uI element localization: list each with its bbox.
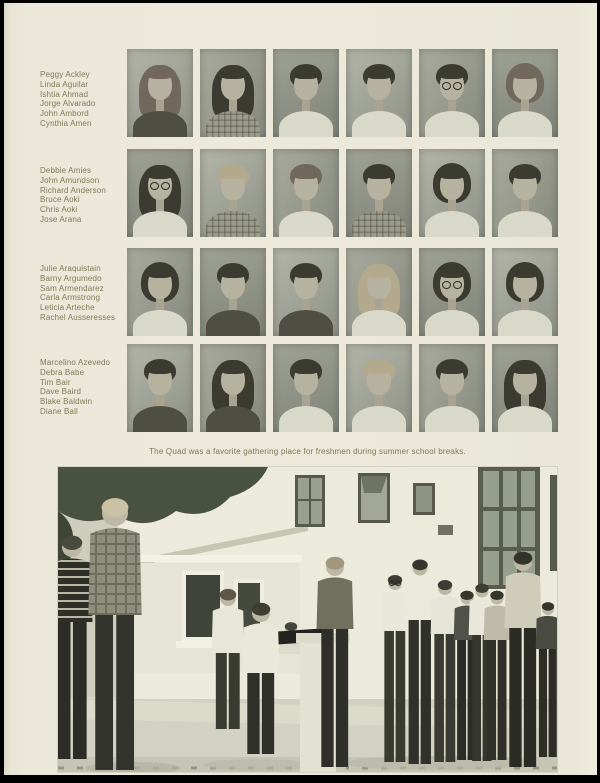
student-portrait <box>127 344 193 432</box>
student-name-list <box>40 264 140 323</box>
shoulders-shape <box>133 310 187 336</box>
shoulders-shape <box>352 406 406 432</box>
student-row <box>4 149 597 237</box>
student-portrait <box>346 344 412 432</box>
student-portrait <box>492 344 558 432</box>
lens-shape <box>150 182 159 190</box>
fringe-shape <box>147 68 173 79</box>
photo-caption: The Quad was a favorite gathering place for freshmen during summer school breaks. <box>149 447 466 456</box>
student-name: Jorge Alvarado <box>40 99 96 109</box>
student-portrait <box>346 248 412 336</box>
fringe-shape <box>439 363 465 374</box>
student-name: Cynthia Amen <box>40 118 92 128</box>
shoulders-shape <box>352 111 406 137</box>
student-portrait <box>346 149 412 237</box>
fringe-shape <box>366 267 392 278</box>
fringe-shape <box>293 168 319 179</box>
shoulders-shape <box>498 310 552 336</box>
student-portrait <box>419 344 485 432</box>
fringe-shape <box>293 363 319 374</box>
fringe-shape <box>293 68 319 79</box>
glasses-icon <box>441 281 463 289</box>
shoulders-shape <box>133 211 187 237</box>
student-portrait <box>492 149 558 237</box>
student-portrait <box>200 149 266 237</box>
student-row <box>4 344 597 432</box>
shoulders-shape <box>352 211 406 237</box>
student-portrait <box>419 149 485 237</box>
shoulders-shape <box>206 111 260 137</box>
fringe-shape <box>366 168 392 179</box>
student-name: Tim Bair <box>40 377 71 387</box>
student-name: Richard Anderson <box>40 185 106 195</box>
student-portrait <box>127 49 193 137</box>
fringe-shape <box>147 267 173 278</box>
student-name: Marcelino Azevedo <box>40 358 111 367</box>
student-name: Rachel Ausseresses <box>40 312 116 322</box>
shoulders-shape <box>425 310 479 336</box>
student-portrait <box>200 344 266 432</box>
portrait-row <box>127 149 558 237</box>
student-name: Diane Ball <box>40 406 78 416</box>
student-name: Dave Baird <box>40 387 82 397</box>
portrait-row <box>127 248 558 336</box>
glasses-icon <box>149 182 171 190</box>
lens-shape <box>453 82 462 90</box>
student-name: Bruce Aoki <box>40 195 80 205</box>
student-name: Barny Argumedo <box>40 273 102 283</box>
fringe-shape <box>293 267 319 278</box>
fringe-shape <box>512 68 538 79</box>
shoulders-shape <box>206 211 260 237</box>
shoulders-shape <box>425 111 479 137</box>
student-portrait <box>200 248 266 336</box>
student-portrait <box>419 248 485 336</box>
student-name: Blake Baldwin <box>40 397 93 407</box>
student-name: Julie Araquistain <box>40 264 101 273</box>
student-portrait <box>273 344 339 432</box>
fringe-shape <box>439 267 465 278</box>
student-name: Jose Arana <box>40 214 82 224</box>
shoulders-shape <box>133 406 187 432</box>
student-name: John Ambord <box>40 109 89 119</box>
shoulders-shape <box>133 111 187 137</box>
student-name-list <box>40 358 140 417</box>
shoulders-shape <box>498 211 552 237</box>
yearbook-page <box>4 3 597 775</box>
glasses-icon <box>441 82 463 90</box>
fringe-shape <box>366 68 392 79</box>
student-name-list <box>40 166 140 225</box>
student-portrait <box>273 248 339 336</box>
student-row <box>4 49 597 137</box>
shoulders-shape <box>425 406 479 432</box>
shoulders-shape <box>425 211 479 237</box>
fringe-shape <box>147 168 173 179</box>
student-name: Debbie Amies <box>40 166 92 175</box>
student-portrait <box>492 248 558 336</box>
student-name: Leticia Arteche <box>40 303 95 313</box>
lens-shape <box>453 281 462 289</box>
fringe-shape <box>439 168 465 179</box>
shoulders-shape <box>279 211 333 237</box>
shoulders-shape <box>206 406 260 432</box>
shoulders-shape <box>498 406 552 432</box>
student-portrait <box>127 149 193 237</box>
student-row <box>4 248 597 336</box>
portrait-row <box>127 344 558 432</box>
fringe-shape <box>439 68 465 79</box>
student-portrait <box>273 49 339 137</box>
shoulders-shape <box>206 310 260 336</box>
quad-photo <box>58 467 557 772</box>
fringe-shape <box>366 363 392 374</box>
fringe-shape <box>512 363 538 374</box>
student-name: Peggy Ackley <box>40 70 90 79</box>
shoulders-shape <box>279 310 333 336</box>
fringe-shape <box>147 363 173 374</box>
shoulders-shape <box>352 310 406 336</box>
lens-shape <box>161 182 170 190</box>
shoulders-shape <box>279 406 333 432</box>
lens-shape <box>442 281 451 289</box>
student-name-list <box>40 70 140 129</box>
quad-photo-illustration <box>58 467 557 772</box>
student-portrait <box>419 49 485 137</box>
fringe-shape <box>220 267 246 278</box>
student-name: Debra Babe <box>40 367 85 377</box>
student-name: Carla Armstrong <box>40 293 101 303</box>
student-portrait <box>200 49 266 137</box>
student-portrait <box>273 149 339 237</box>
lens-shape <box>442 82 451 90</box>
student-name: Chris Aoki <box>40 205 78 215</box>
shoulders-shape <box>279 111 333 137</box>
student-name: John Amundson <box>40 175 100 185</box>
portrait-row <box>127 49 558 137</box>
fringe-shape <box>220 363 246 374</box>
fringe-shape <box>220 68 246 79</box>
student-portrait <box>492 49 558 137</box>
student-name: Linda Aguilar <box>40 79 89 89</box>
shoulders-shape <box>498 111 552 137</box>
student-portrait <box>346 49 412 137</box>
student-figure <box>536 602 557 757</box>
student-portrait <box>127 248 193 336</box>
fringe-shape <box>512 267 538 278</box>
fringe-shape <box>512 168 538 179</box>
student-name: Ishtia Ahmad <box>40 89 89 99</box>
student-name: Sam Armendarez <box>40 283 104 293</box>
fringe-shape <box>220 168 246 179</box>
